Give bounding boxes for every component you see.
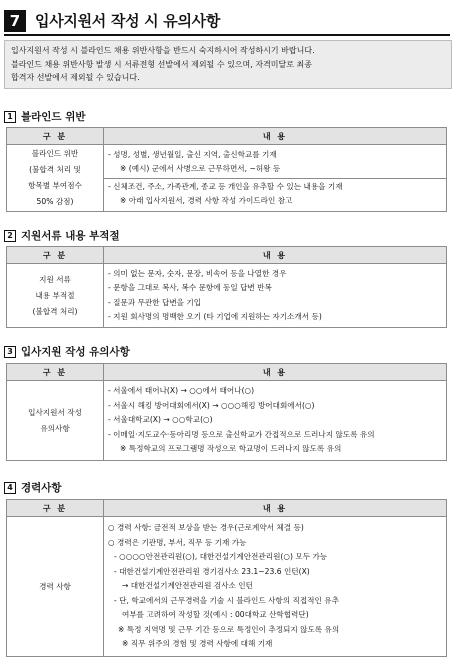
header-category: 구 분 [7,364,104,381]
section-title: 블라인드 위반 [21,111,86,123]
content-cell [104,381,447,461]
section-heading [4,109,86,124]
content-line: - 단, 학교에서의 근무경력을 기술 시 블라인드 사항의 직접적인 유추 [114,595,339,605]
category-line: 지원 서류 [39,274,71,284]
header-content: 내 용 [104,364,447,381]
content-line: ※ 특정 지역명 및 근무 기간 등으로 특정인이 추정되지 않도록 유의 [118,624,340,634]
category-line: 50% 감점) [36,197,74,206]
category-cell [7,264,104,328]
content-line: - 의미 없는 문자, 숫자, 문장, 비속어 등을 나열한 경우 [108,268,287,278]
content-line: - 문항을 그대로 복사, 복수 문항에 동일 답변 반복 [108,283,272,292]
category-line: 경력 사항 [39,581,71,591]
header-content: 내 용 [104,247,447,264]
content-line: - 서울대학교(X) → ○○학교(○) [108,415,213,425]
content-line: - ○○○○안전관리원(○), 대한건설기계안전관리원(○) 모두 가능 [114,552,328,562]
content-line: ※ 직무 위주의 경험 및 경력 사항에 대해 기재 [122,639,273,649]
section-number: 1 [4,111,16,123]
header-content: 내 용 [104,128,447,145]
content-cell [104,517,447,657]
notice-box [4,40,452,89]
section-table [6,363,447,461]
section-table [6,499,447,657]
content-line: 여부를 고려하여 작성할 것(예시 : 00대학교 산학협력단) [122,610,309,620]
section-table [6,246,447,328]
category-line: (불합격 처리) [32,306,78,316]
section-heading [4,480,62,495]
header-content: 내 용 [104,500,447,517]
content-line: ※ (예시) 군에서 사병으로 근무하면서, ~허왕 등 [120,164,281,173]
notice-line: 합격자 선발에서 제외될 수 있습니다. [11,73,140,82]
section-number: 4 [4,482,16,494]
section-table [6,127,447,212]
category-line: 내용 부적절 [35,290,75,300]
content-line: - 지원 회사명의 명백한 오기 (타 기업에 지원하는 자기소개서 등) [108,312,322,321]
document-title: 입사지원서 작성 시 유의사항 [35,12,221,30]
notice-line: 입사지원서 작성 시 블라인드 채용 위반사항을 반드시 숙지하시어 작성하시기 바랍니다. [11,46,315,55]
notice-line: 블라인드 채용 위반사항 발생 시 서류전형 선발에서 제외될 수 있으며, 자격미달로 최종 [11,59,312,69]
section-title: 입사지원 작성 유의사항 [21,346,130,358]
title-number-badge: 7 [4,10,26,32]
content-line: ○ 경력 사항: 금전적 보상을 받는 경우(근로계약서 체결 등) [108,523,304,533]
section-title: 경력사항 [21,482,62,494]
content-line: ※ 아래 입사지원서, 경력 사항 작성 가이드라인 참고 [120,196,293,205]
header-category: 구 분 [7,128,104,145]
category-cell [7,145,104,212]
content-line: → 대한건설기계안전관리원 검사소 인턴 [122,581,253,591]
content-line: - 이메일·지도교수·동아리명 등으로 출신학교가 간접적으로 드러나지 않도록 유의 [108,429,375,439]
category-line: 입사지원서 작성 [28,407,82,417]
content-line: - 서울에서 태어나(X) → ○○에서 태어나(○) [108,386,255,396]
section-title: 지원서류 내용 부적절 [21,230,120,242]
content-line: ○ 경력은 기관명, 부서, 직무 등 기재 가능 [108,537,247,547]
content-line: - 신체조건, 주소, 가족관계, 종교 등 개인을 유추할 수 있는 내용을 기재 [108,181,343,191]
category-cell [7,517,104,657]
document-title-bar [4,7,450,36]
header-category: 구 분 [7,247,104,264]
header-category: 구 분 [7,500,104,517]
section-number: 2 [4,230,16,242]
row-divider [104,178,446,179]
section-number: 3 [4,346,16,358]
content-line: ※ 특정학교의 프로그램명 작성으로 학교명이 드러나지 않도록 유의 [120,444,342,454]
content-cell [104,145,447,212]
category-cell [7,381,104,461]
category-line: (불합격 처리 및 [29,165,81,174]
content-line: - 대한건설기계안전관리원 경기검사소 23.1~23.6 인턴(X) [114,566,310,576]
category-line: 블라인드 위반 [31,149,79,158]
category-line: 항목별 부여점수 [28,181,82,190]
section-heading [4,344,130,359]
content-line: - 성명, 성별, 생년월일, 출신 지역, 출신학교를 기재 [108,149,277,159]
content-line: - 서울시 해킹 방어대회에서(X) → ○○○해킹 방어대회에서(○) [108,400,315,410]
section-heading [4,228,120,243]
content-line: - 질문과 무관한 답변을 기입 [108,297,202,307]
content-cell [104,264,447,328]
category-line: 유의사항 [40,423,70,433]
